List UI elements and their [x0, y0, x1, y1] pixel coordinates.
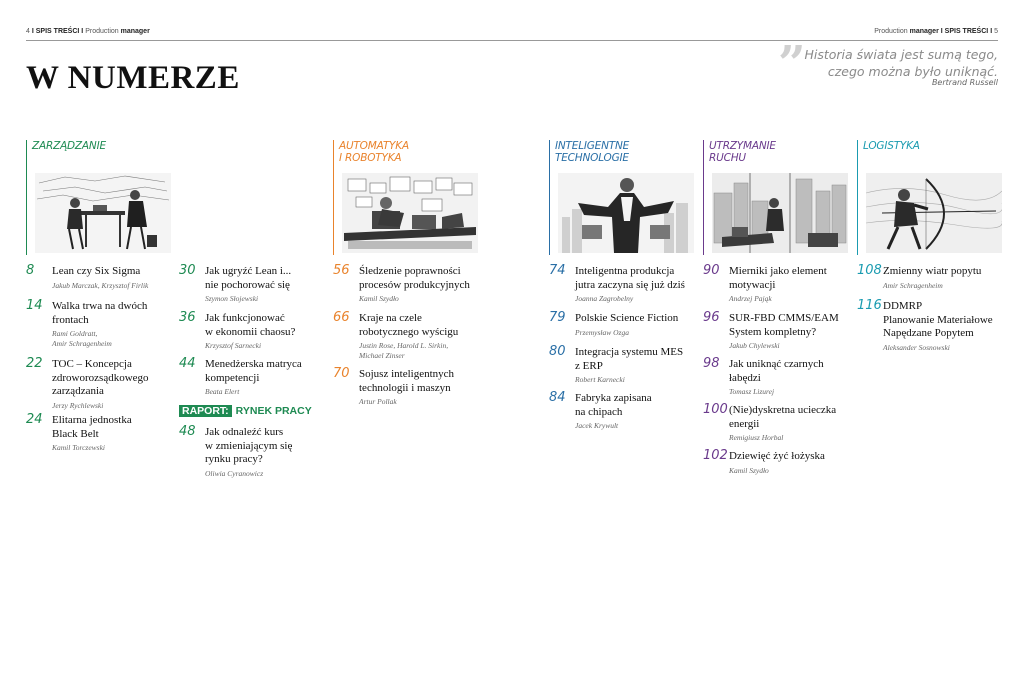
page-number: 98	[703, 356, 720, 371]
section-zarzadzanie	[26, 140, 177, 255]
article-title-line: procesów produkcyjnych	[359, 278, 470, 291]
article-title	[883, 265, 1007, 279]
article-author-line: Robert Karnecki	[575, 375, 625, 384]
article-author	[575, 328, 689, 338]
article-entry[interactable]	[26, 300, 166, 349]
separator: I	[31, 28, 34, 35]
running-header	[26, 28, 998, 40]
article-author	[205, 469, 319, 479]
article-title-line: z ERP	[575, 359, 603, 372]
article-title	[575, 312, 689, 326]
page-number: 74	[549, 263, 566, 278]
article-title	[729, 404, 843, 431]
article-author	[575, 294, 689, 304]
page-number: 96	[703, 310, 720, 325]
separator: I	[990, 28, 993, 35]
article-entry[interactable]	[549, 265, 689, 304]
right-running-header	[874, 28, 998, 35]
article-author	[359, 341, 473, 361]
article-author	[883, 343, 1007, 353]
article-title	[883, 300, 1007, 341]
page-number: 100	[703, 402, 728, 417]
page-title: W NUMERZE	[26, 60, 240, 96]
article-title-line: łabędzi	[729, 371, 761, 384]
article-entry[interactable]	[333, 312, 473, 361]
article-author	[729, 466, 843, 476]
article-title-line: technologii i maszyn	[359, 381, 451, 394]
article-author-line: Amir Schragenheim	[52, 339, 112, 348]
robot-desk-illustration	[342, 173, 478, 253]
page-number: 36	[179, 310, 196, 325]
article-entry[interactable]	[549, 392, 689, 431]
section-label-line: UTRZYMANIE	[709, 140, 776, 152]
section-logistyka	[857, 140, 1008, 255]
section-name-left: SPIS TREŚCI	[35, 28, 80, 35]
magazine-name-right: Production	[874, 28, 908, 35]
article-author-line: Oliwia Cyranowicz	[205, 468, 264, 478]
article-author-line: Kamil Szydło	[359, 294, 399, 303]
section-label-line: ZARZĄDZANIE	[32, 140, 106, 152]
article-title-line: Jak odnaleźć kurs	[205, 426, 284, 438]
article-author-line: Kamil Szydło	[729, 465, 769, 475]
article-author-line: Beata Elert	[205, 387, 240, 396]
section-utrzymanie	[703, 140, 854, 255]
section-label-line: INTELIGENTNE	[555, 140, 630, 152]
article-author	[205, 341, 319, 351]
report-label-box: RAPORT:	[179, 405, 232, 417]
article-author-line: Justin Rose, Harold L. Sirkin,	[359, 341, 449, 350]
quote-line: czego można było uniknąć.	[827, 64, 998, 79]
magazine-name-right-bold: manager	[909, 28, 939, 35]
article-title	[575, 265, 689, 292]
page-number: 84	[549, 390, 566, 405]
page-number: 14	[26, 298, 43, 313]
article-title-line: Inteligentna produkcja	[575, 265, 675, 277]
article-author-line: Joanna Zagrobelny	[575, 294, 634, 303]
article-title-line: Napędzane Popytem	[883, 327, 974, 339]
article-entry[interactable]	[703, 265, 843, 304]
article-author	[52, 281, 166, 291]
article-title	[729, 358, 843, 385]
article-title	[52, 300, 166, 327]
page-number: 80	[549, 344, 566, 359]
article-title	[205, 358, 319, 385]
article-author	[359, 397, 473, 407]
article-entry[interactable]	[703, 450, 843, 476]
article-title-line: robotycznego wyścigu	[359, 325, 459, 338]
article-title	[575, 346, 689, 373]
page-number: 70	[333, 366, 350, 381]
page-number: 8	[26, 263, 35, 278]
magazine-name-left-bold: manager	[120, 28, 150, 35]
article-author-line: Tomasz Lizurej	[729, 387, 775, 396]
article-entry[interactable]	[857, 265, 1007, 291]
article-title	[205, 312, 319, 339]
article-title-line: Integracja systemu MES	[575, 346, 684, 358]
article-entry[interactable]	[26, 265, 166, 291]
article-entry[interactable]	[549, 312, 689, 338]
article-title	[205, 265, 319, 292]
left-running-header	[26, 28, 150, 35]
article-title-line: zarządzania	[52, 385, 104, 397]
page-number: 102	[703, 448, 728, 463]
report-heading	[179, 405, 312, 417]
office-meeting-illustration	[35, 173, 171, 253]
article-title-line: Lean czy Six Sigma	[52, 265, 141, 277]
article-title	[52, 358, 166, 399]
article-title	[52, 414, 166, 441]
article-title-line: na chipach	[575, 405, 623, 418]
article-title-line: TOC – Koncepcja	[52, 358, 132, 370]
article-title-line: Śledzenie poprawności	[359, 265, 461, 277]
report-title: RYNEK PRACY	[235, 405, 312, 417]
section-name-right: SPIS TREŚCI	[944, 28, 989, 35]
article-author	[883, 281, 1007, 291]
article-title-line: w zmieniającym się	[205, 439, 293, 452]
article-author-line: Rami Goldratt,	[52, 329, 98, 338]
section-label	[555, 140, 629, 164]
article-title	[359, 312, 473, 339]
article-title-line: (Nie)dyskretna ucieczka	[729, 404, 837, 416]
section-label	[32, 140, 106, 152]
header-rule	[26, 40, 998, 41]
section-label	[709, 140, 776, 164]
article-author-line: Andrzej Pająk	[729, 294, 772, 303]
article-title-line: Dziewięć żyć łożyska	[729, 450, 825, 462]
article-title-line: System kompletny?	[729, 325, 817, 338]
article-entry[interactable]	[179, 312, 319, 351]
article-title-line: Jak ugryźć Lean i...	[205, 265, 292, 277]
article-title-line: nie pochorować się	[205, 278, 290, 291]
separator: I	[81, 28, 84, 35]
article-author-line: Krzysztof Sarnecki	[205, 341, 262, 350]
article-title	[205, 426, 319, 467]
article-title-line: jutra zaczyna się już dziś	[575, 278, 685, 291]
article-title-line: Kraje na czele	[359, 312, 422, 324]
separator: I	[940, 28, 943, 35]
article-title-line: Sojusz inteligentnych	[359, 368, 455, 380]
page-number: 79	[549, 310, 566, 325]
page-number-left: 4	[26, 28, 30, 35]
page-number: 24	[26, 412, 43, 427]
article-author	[729, 341, 843, 351]
article-author-line: Aleksander Sosnowski	[883, 342, 950, 352]
section-automatyka	[333, 140, 484, 255]
article-author-line: Przemysław Ozga	[575, 327, 629, 337]
article-author-line: Artur Pollak	[359, 397, 397, 406]
cyborg-man-illustration	[558, 173, 694, 253]
quote-line: Historia świata jest sumą tego,	[804, 47, 998, 62]
page-number: 116	[857, 298, 882, 313]
article-title-line: rynku pracy?	[205, 453, 263, 465]
article-author-line: Michael Zinser	[359, 351, 405, 360]
article-author-line: Remigiusz Horbal	[729, 433, 784, 442]
page-number-right: 5	[994, 28, 998, 35]
article-title-line: Jak funkcjonować	[205, 312, 285, 324]
article-title-line: Elitarna jednostka	[52, 414, 132, 426]
article-author-line: Kamil Torczewski	[52, 443, 105, 452]
section-label	[863, 140, 920, 152]
article-author-line: Jacek Krywult	[575, 421, 619, 430]
article-title-line: zdroworozsądkowego	[52, 371, 149, 384]
article-author	[729, 294, 843, 304]
article-author	[729, 387, 843, 397]
article-title-line: energii	[729, 417, 760, 430]
page-number: 56	[333, 263, 350, 278]
article-title-line: SUR-FBD CMMS/EAM	[729, 312, 839, 324]
page-number: 22	[26, 356, 43, 371]
article-title	[729, 265, 843, 292]
page-number: 90	[703, 263, 720, 278]
quote-author: Bertrand Russell	[931, 78, 998, 87]
article-author	[575, 421, 689, 431]
article-entry[interactable]	[703, 404, 843, 443]
article-title-line: kompetencji	[205, 371, 260, 384]
article-title	[359, 265, 473, 292]
article-title-line: Mierniki jako element	[729, 265, 827, 277]
article-title-line: Polskie Science Fiction	[575, 312, 679, 324]
article-entry[interactable]	[179, 358, 319, 397]
article-entry[interactable]	[26, 414, 166, 453]
section-label-line: LOGISTYKA	[863, 140, 920, 152]
page-number: 44	[179, 356, 196, 371]
article-author-line: Szymon Słojewski	[205, 294, 259, 303]
article-author-line: Jerzy Rychlewski	[52, 400, 104, 410]
section-label-line: AUTOMATYKA	[339, 140, 409, 152]
article-title-line: Jak uniknąć czarnych	[729, 358, 824, 370]
article-title	[359, 368, 473, 395]
article-author	[52, 443, 166, 453]
article-entry[interactable]	[549, 346, 689, 385]
article-author	[575, 375, 689, 385]
article-title-line: frontach	[52, 313, 89, 326]
article-entry[interactable]	[179, 265, 319, 304]
article-title-line: Walka trwa na dwóch	[52, 300, 148, 312]
article-author-line: Jakub Marczak, Krzysztof Firlik	[52, 280, 149, 290]
article-title-line: Black Belt	[52, 427, 99, 440]
article-title	[52, 265, 166, 279]
page-number: 30	[179, 263, 196, 278]
article-entry[interactable]	[703, 312, 843, 351]
article-entry[interactable]	[857, 300, 1007, 353]
quote-text	[778, 46, 998, 80]
article-entry[interactable]	[179, 426, 319, 479]
page-number: 108	[857, 263, 882, 278]
section-label	[339, 140, 409, 164]
article-author	[52, 401, 166, 411]
article-author	[52, 329, 166, 349]
article-title	[729, 312, 843, 339]
section-label-line: I ROBOTYKA	[339, 152, 402, 164]
article-title-line: Menedżerska matryca	[205, 358, 302, 370]
article-entry[interactable]	[26, 358, 166, 411]
article-title-line: motywacji	[729, 278, 776, 291]
article-entry[interactable]	[333, 265, 473, 304]
article-author	[205, 294, 319, 304]
page-number: 66	[333, 310, 350, 325]
page-number: 48	[179, 424, 196, 439]
article-title-line: Fabryka zapisana	[575, 392, 652, 404]
article-title-line: DDMRP	[883, 300, 923, 312]
article-author-line: Jakub Chylewski	[729, 341, 780, 350]
article-entry[interactable]	[703, 358, 843, 397]
magazine-name-left: Production	[85, 28, 119, 35]
article-author-line: Amir Schragenheim	[883, 280, 943, 290]
article-author	[359, 294, 473, 304]
archer-illustration	[866, 173, 1002, 253]
section-label-line: TECHNOLOGIE	[555, 152, 629, 164]
article-author	[205, 387, 319, 397]
article-title-line: w ekonomii chaosu?	[205, 325, 296, 338]
quote-block	[778, 36, 998, 92]
article-title-line: Planowanie Materiałowe	[883, 313, 993, 326]
article-title	[575, 392, 689, 419]
article-title-line: Zmienny wiatr popytu	[883, 265, 982, 277]
quote-mark-icon: ”	[778, 36, 806, 92]
article-entry[interactable]	[333, 368, 473, 407]
article-author	[729, 433, 843, 443]
article-title	[729, 450, 843, 464]
city-office-illustration	[712, 173, 848, 253]
section-inteligentne	[549, 140, 700, 255]
section-label-line: RUCHU	[709, 152, 746, 164]
